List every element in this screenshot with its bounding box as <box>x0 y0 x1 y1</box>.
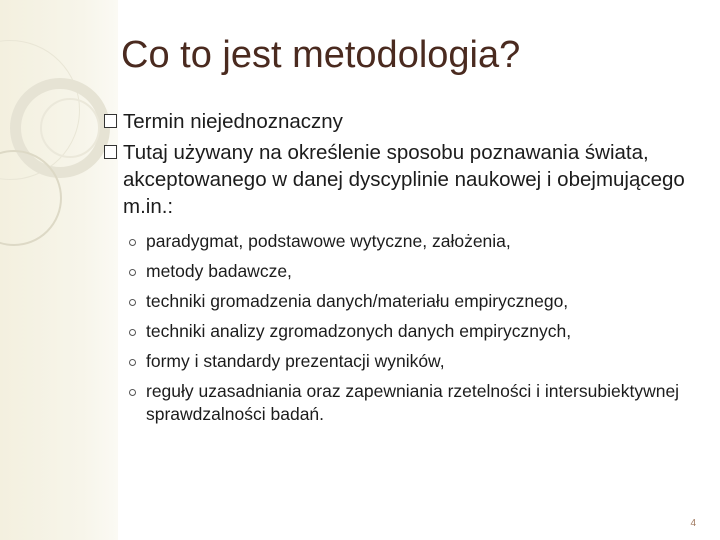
bullet-item <box>103 108 703 135</box>
sub-bullet-item <box>127 380 703 426</box>
circle-bullet-icon <box>129 359 136 366</box>
decorative-side-band <box>0 0 118 540</box>
sub-bullet-item <box>127 260 703 283</box>
circle-bullet-icon <box>129 389 136 396</box>
circle-bullet-icon <box>129 329 136 336</box>
circle-bullet-icon <box>129 269 136 276</box>
bullet-text: Termin niejednoznaczny <box>123 110 343 133</box>
sub-bullet-item <box>127 230 703 253</box>
sub-bullet-text: techniki gromadzenia danych/materiału empirycznego, <box>146 291 569 311</box>
sub-bullet-text: metody badawcze, <box>146 261 292 281</box>
sub-bullet-text: formy i standardy prezentacji wyników, <box>146 351 445 371</box>
slide-title: Co to jest metodologia? <box>121 34 521 76</box>
sub-bullet-item <box>127 320 703 343</box>
sub-bullet-text: paradygmat, podstawowe wytyczne, założenia, <box>146 231 511 251</box>
square-bullet-icon <box>104 145 117 159</box>
sub-bullet-item <box>127 350 703 373</box>
circle-bullet-icon <box>129 299 136 306</box>
sub-bullet-item <box>127 290 703 313</box>
sub-bullet-text: techniki analizy zgromadzonych danych empirycznych, <box>146 321 572 341</box>
page-number: 4 <box>690 518 696 529</box>
circle-bullet-icon <box>129 239 136 246</box>
decorative-ring-icon <box>40 98 100 158</box>
sub-bullet-text: reguły uzasadniania oraz zapewniania rzetelności i intersubiektywnej sprawdzalności badań. <box>146 381 680 424</box>
square-bullet-icon <box>104 114 117 128</box>
sub-bullet-list <box>103 230 703 426</box>
slide-content <box>103 108 703 433</box>
bullet-item <box>103 139 703 220</box>
bullet-text: Tutaj używany na określenie sposobu poznawania świata, akceptowanego w danej dyscyplinie naukowej i obejmującego m.in.: <box>123 141 685 218</box>
